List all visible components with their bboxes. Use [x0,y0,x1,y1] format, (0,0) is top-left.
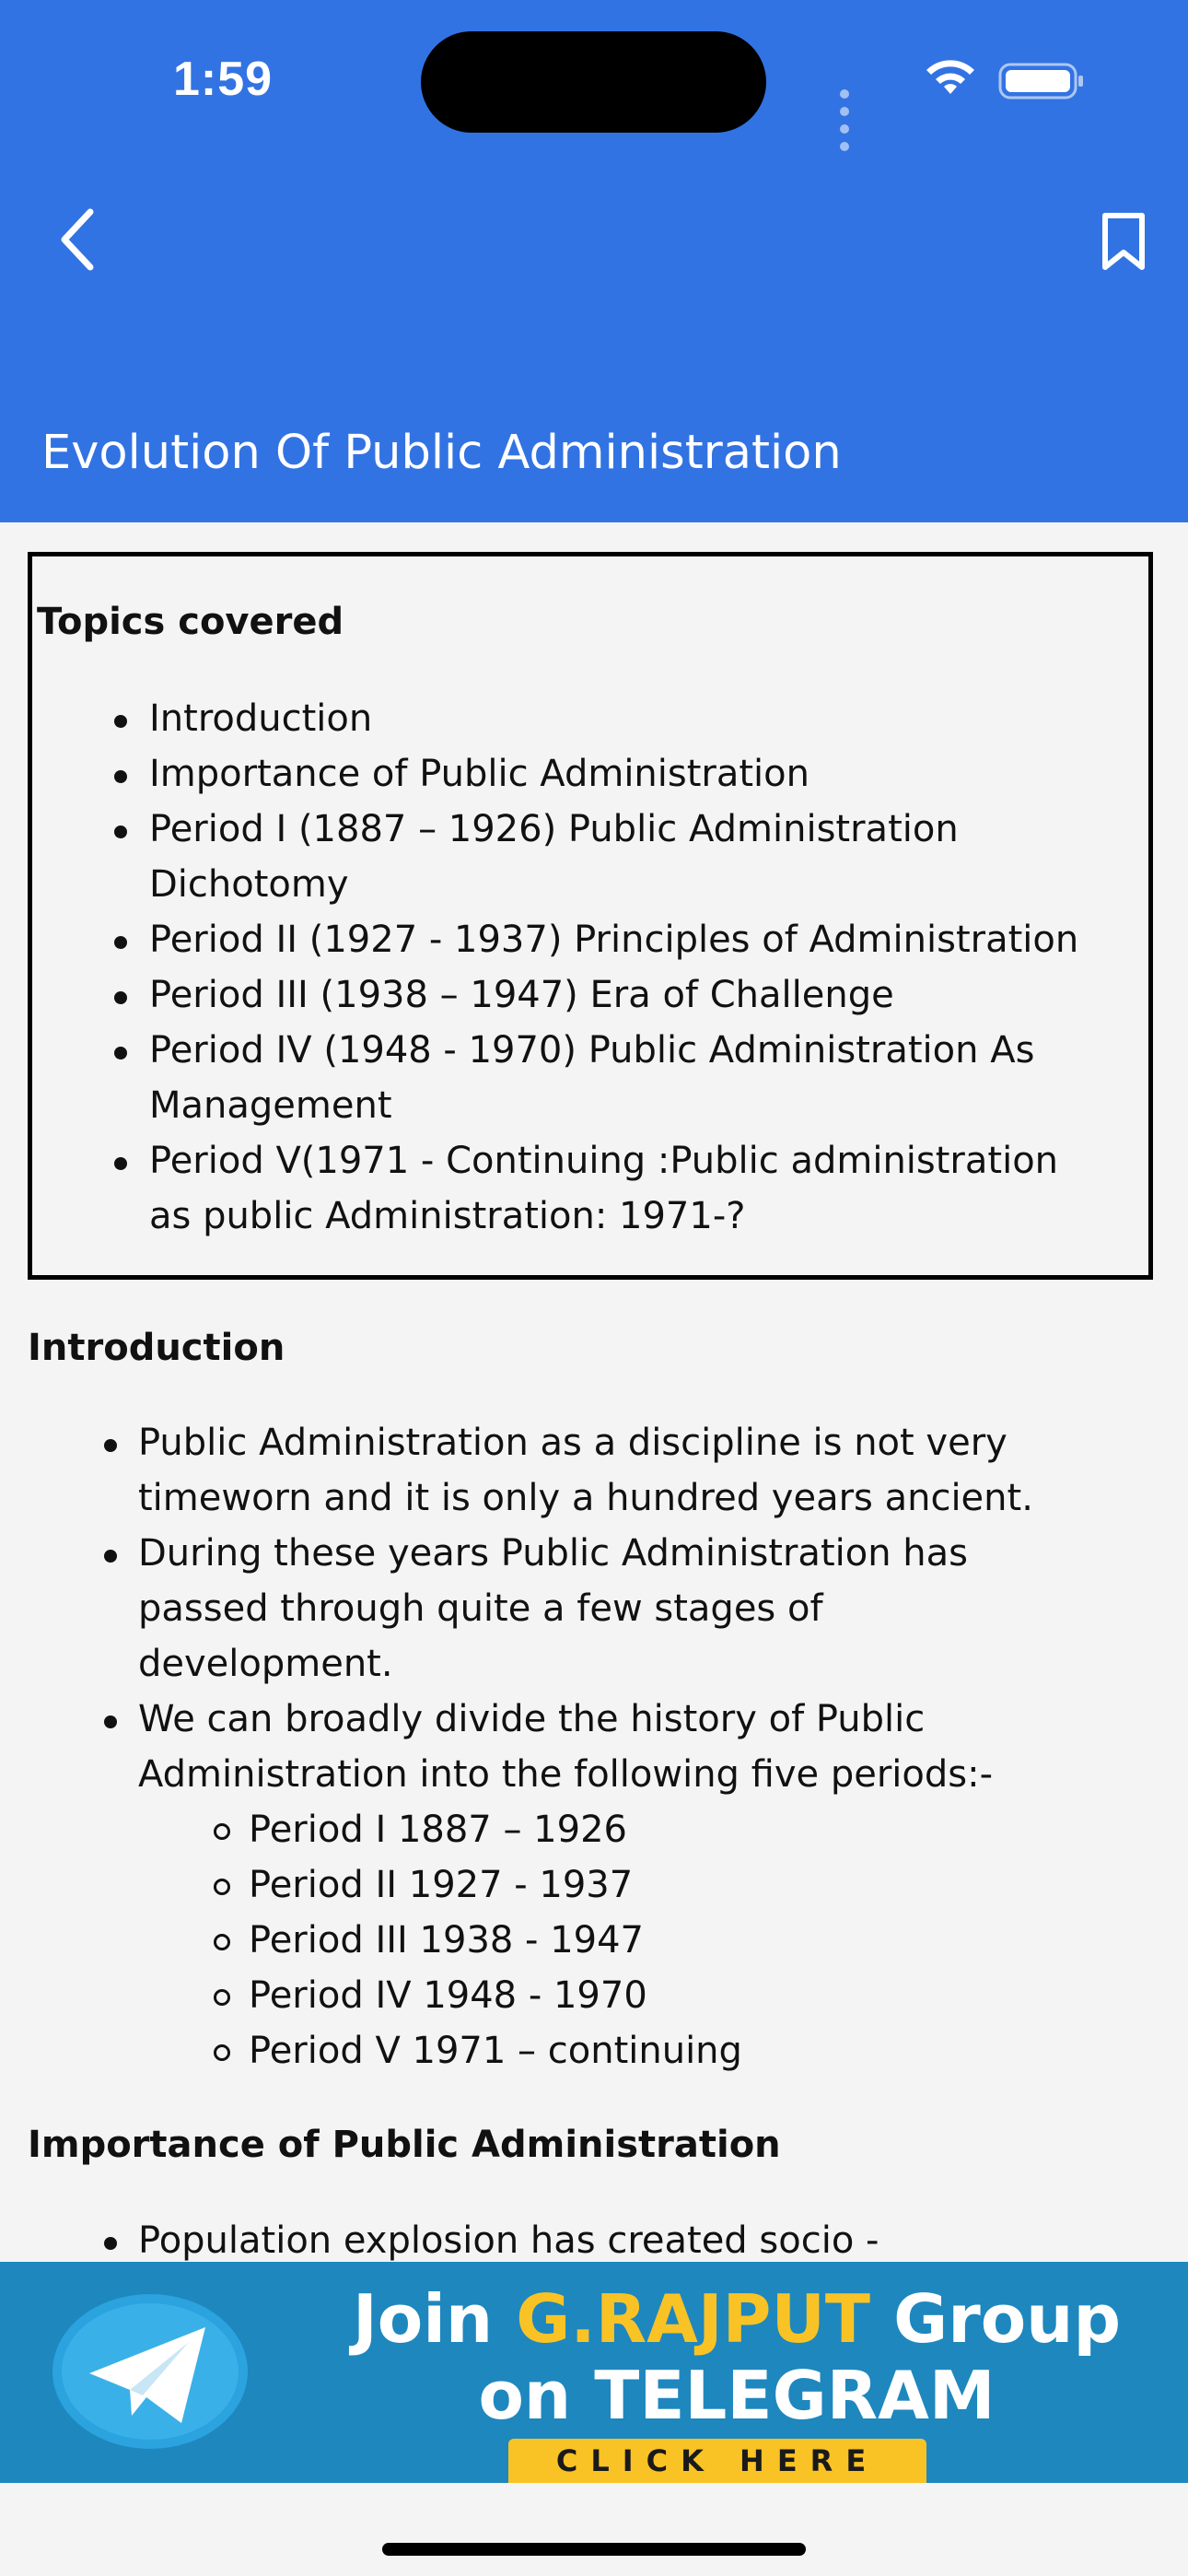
chevron-left-icon [52,203,107,276]
status-time: 1:59 [173,53,274,106]
list-item: Public Administration as a discipline is not very timeworn and it is only a hundred years ancient. [0,1415,1160,1526]
banner-subheadline: on TELEGRAM [478,2357,996,2434]
importance-heading: Importance of Public Administration [28,2124,781,2166]
topic-item: Period I (1887 – 1926) Public Administration Dichotomy [32,802,1137,912]
topics-list [32,691,1137,1244]
bookmark-button[interactable] [1096,210,1151,275]
bottom-safe-area [0,2483,1188,2576]
page-title: Evolution Of Public Administration [41,426,842,480]
topic-item: Period III (1938 – 1947) Era of Challenge [32,967,1137,1023]
telegram-icon [51,2294,253,2460]
click-here-button[interactable]: CLICK HERE [508,2439,926,2483]
periods-list [138,1802,1160,2078]
period-item: Period IV 1948 - 1970 [0,1968,1160,2023]
back-button[interactable] [52,203,107,276]
list-item: We can broadly divide the history of Public Administration into the following five periods:- Period I 1887 – 1926 Period II 1927 - 1937 Period III 1938 - 1947 Period IV 1948 - 1970 Period V 1971 – continuing [0,1692,1160,2078]
topic-item: Introduction [32,691,1137,746]
period-item: Period V 1971 – continuing [0,2023,1160,2078]
topic-item: Importance of Public Administration [32,746,1137,802]
bookmark-icon [1096,210,1151,275]
importance-list [0,2213,1160,2262]
article-content[interactable] [0,522,1188,2262]
topic-item: Period II (1927 - 1937) Principles of Administration [32,912,1137,967]
list-item: Population explosion has created socio - [0,2213,1160,2262]
dynamic-island [421,31,766,133]
period-item: Period II 1927 - 1937 [0,1857,1160,1913]
wifi-icon [923,57,978,98]
app-header [0,0,1188,522]
period-item: Period III 1938 - 1947 [0,1913,1160,1968]
banner-headline: Join G.RAJPUT Group [353,2280,1121,2358]
signal-icon [840,85,855,155]
banner-brand: G.RAJPUT [516,2280,871,2358]
topic-item: Period V(1971 - Continuing :Public administration as public Administration: 1971-? [32,1133,1137,1244]
topics-heading: Topics covered [37,601,344,643]
telegram-banner[interactable] [0,2262,1188,2483]
battery-icon [998,61,1087,101]
list-item: During these years Public Administration has passed through quite a few stages of development. [0,1526,1160,1692]
topic-item: Period IV (1948 - 1970) Public Administration As Management [32,1023,1137,1133]
introduction-list [0,1415,1160,2078]
home-indicator[interactable] [382,2543,806,2556]
introduction-heading: Introduction [28,1327,285,1369]
period-item: Period I 1887 – 1926 [0,1802,1160,1857]
topics-covered-box [28,552,1153,1280]
